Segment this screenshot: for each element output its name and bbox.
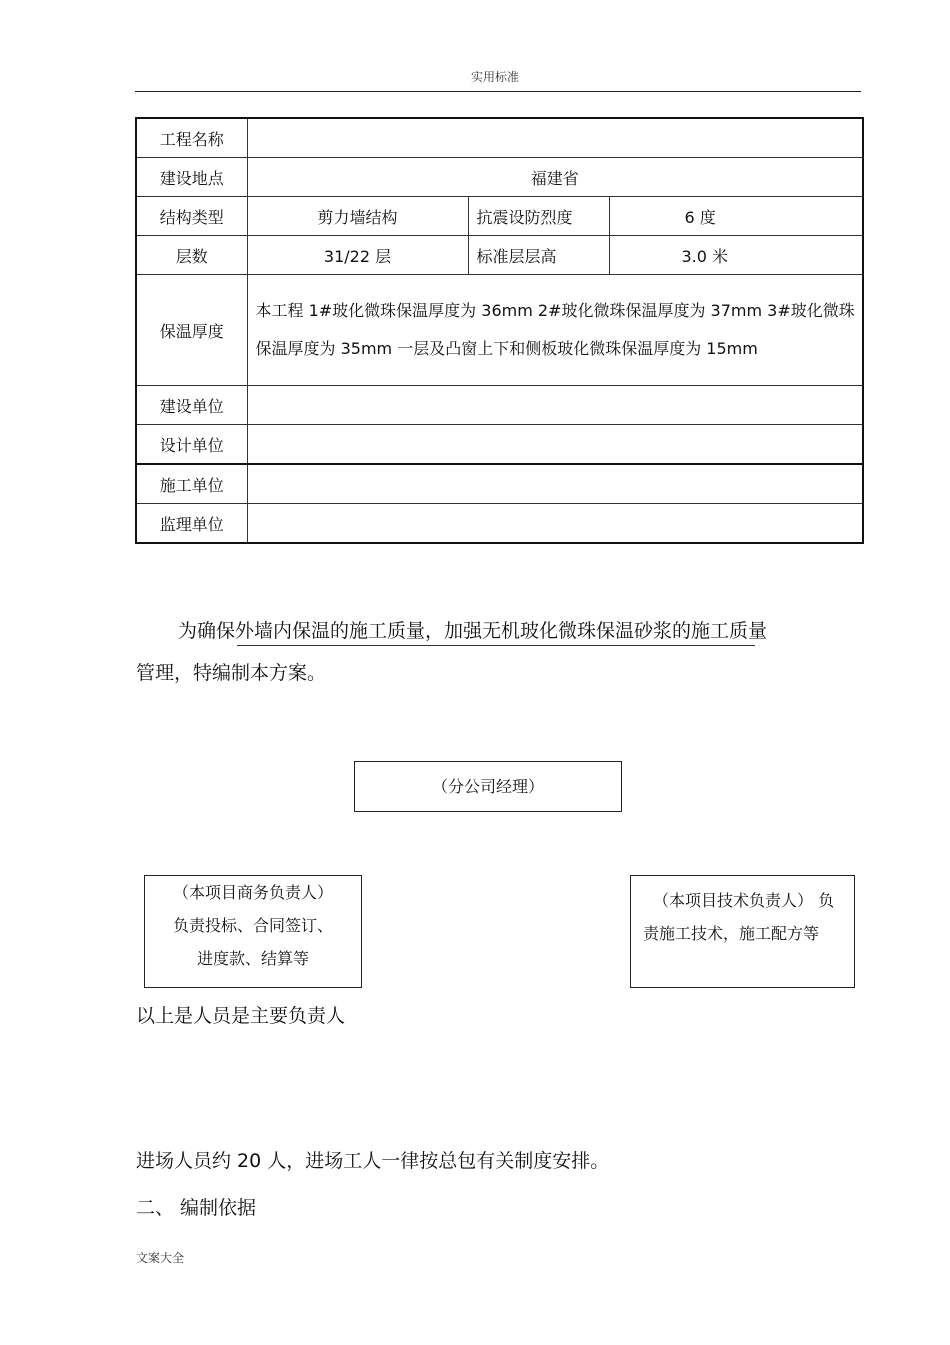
table-row bbox=[136, 275, 863, 386]
floor-height-label: 标准层层高 bbox=[468, 236, 609, 275]
org-commercial-lead-box bbox=[144, 875, 362, 988]
org-technical-line-2: 责施工技术，施工配方等 bbox=[643, 924, 820, 943]
contractor-label: 施工单位 bbox=[136, 464, 247, 504]
project-info-table bbox=[135, 117, 864, 544]
designer-label: 设计单位 bbox=[136, 425, 247, 465]
intro-underline bbox=[237, 645, 755, 646]
location-value: 福建省 bbox=[247, 158, 863, 197]
section-two-heading: 二、 编制依据 bbox=[136, 1197, 257, 1219]
org-branch-manager-box: （分公司经理） bbox=[354, 761, 622, 812]
page-header-title: 实用标准 bbox=[470, 70, 519, 84]
org-commercial-line-3: 进度款、结算等 bbox=[196, 949, 309, 968]
seismic-label: 抗震设防烈度 bbox=[468, 197, 609, 236]
insulation-value: 本工程 1#玻化微珠保温厚度为 36mm 2#玻化微珠保温厚度为 37mm 3#玻化微珠保温厚度为 35mm 一层及凸窗上下和侧板玻化微珠保温厚度为 15mm bbox=[247, 275, 863, 386]
workers-note: 进场人员约 20 人，进场工人一律按总包有关制度安排。 bbox=[136, 1150, 610, 1172]
table-row bbox=[136, 386, 863, 425]
floors-value: 31/22 层 bbox=[247, 236, 468, 275]
structure-value: 剪力墙结构 bbox=[247, 197, 468, 236]
builder-label: 建设单位 bbox=[136, 386, 247, 425]
table-row bbox=[136, 504, 863, 544]
table-row bbox=[136, 425, 863, 465]
project-name-value bbox=[247, 118, 863, 158]
contractor-value bbox=[247, 464, 863, 504]
header-rule bbox=[135, 91, 861, 92]
project-name-label: 工程名称 bbox=[136, 118, 247, 158]
table-row bbox=[136, 197, 863, 236]
designer-value bbox=[247, 425, 863, 465]
main-people-note: 以上是人员是主要负责人 bbox=[136, 1005, 346, 1027]
org-technical-line-1: （本项目技术负责人） 负 bbox=[653, 891, 835, 910]
insulation-label: 保温厚度 bbox=[136, 275, 247, 386]
org-commercial-line-1: （本项目商务负责人） bbox=[172, 883, 333, 902]
intro-paragraph bbox=[136, 618, 836, 686]
supervisor-label: 监理单位 bbox=[136, 504, 247, 544]
intro-line-1: 为确保外墙内保温的施工质量，加强无机玻化微珠保温砂浆的施工质量 bbox=[178, 620, 768, 642]
structure-label: 结构类型 bbox=[136, 197, 247, 236]
table-row bbox=[136, 118, 863, 158]
table-row bbox=[136, 158, 863, 197]
page-footer: 文案大全 bbox=[136, 1251, 185, 1265]
org-technical-lead-box bbox=[630, 875, 855, 988]
table-row bbox=[136, 236, 863, 275]
seismic-value: 6 度 bbox=[609, 197, 863, 236]
builder-value bbox=[247, 386, 863, 425]
org-commercial-line-2: 负责投标、合同签订、 bbox=[172, 916, 333, 935]
intro-line-2: 管理，特编制本方案。 bbox=[136, 662, 327, 684]
table-row bbox=[136, 464, 863, 504]
floor-height-value: 3.0 米 bbox=[609, 236, 863, 275]
floors-label: 层数 bbox=[136, 236, 247, 275]
supervisor-value bbox=[247, 504, 863, 544]
location-label: 建设地点 bbox=[136, 158, 247, 197]
